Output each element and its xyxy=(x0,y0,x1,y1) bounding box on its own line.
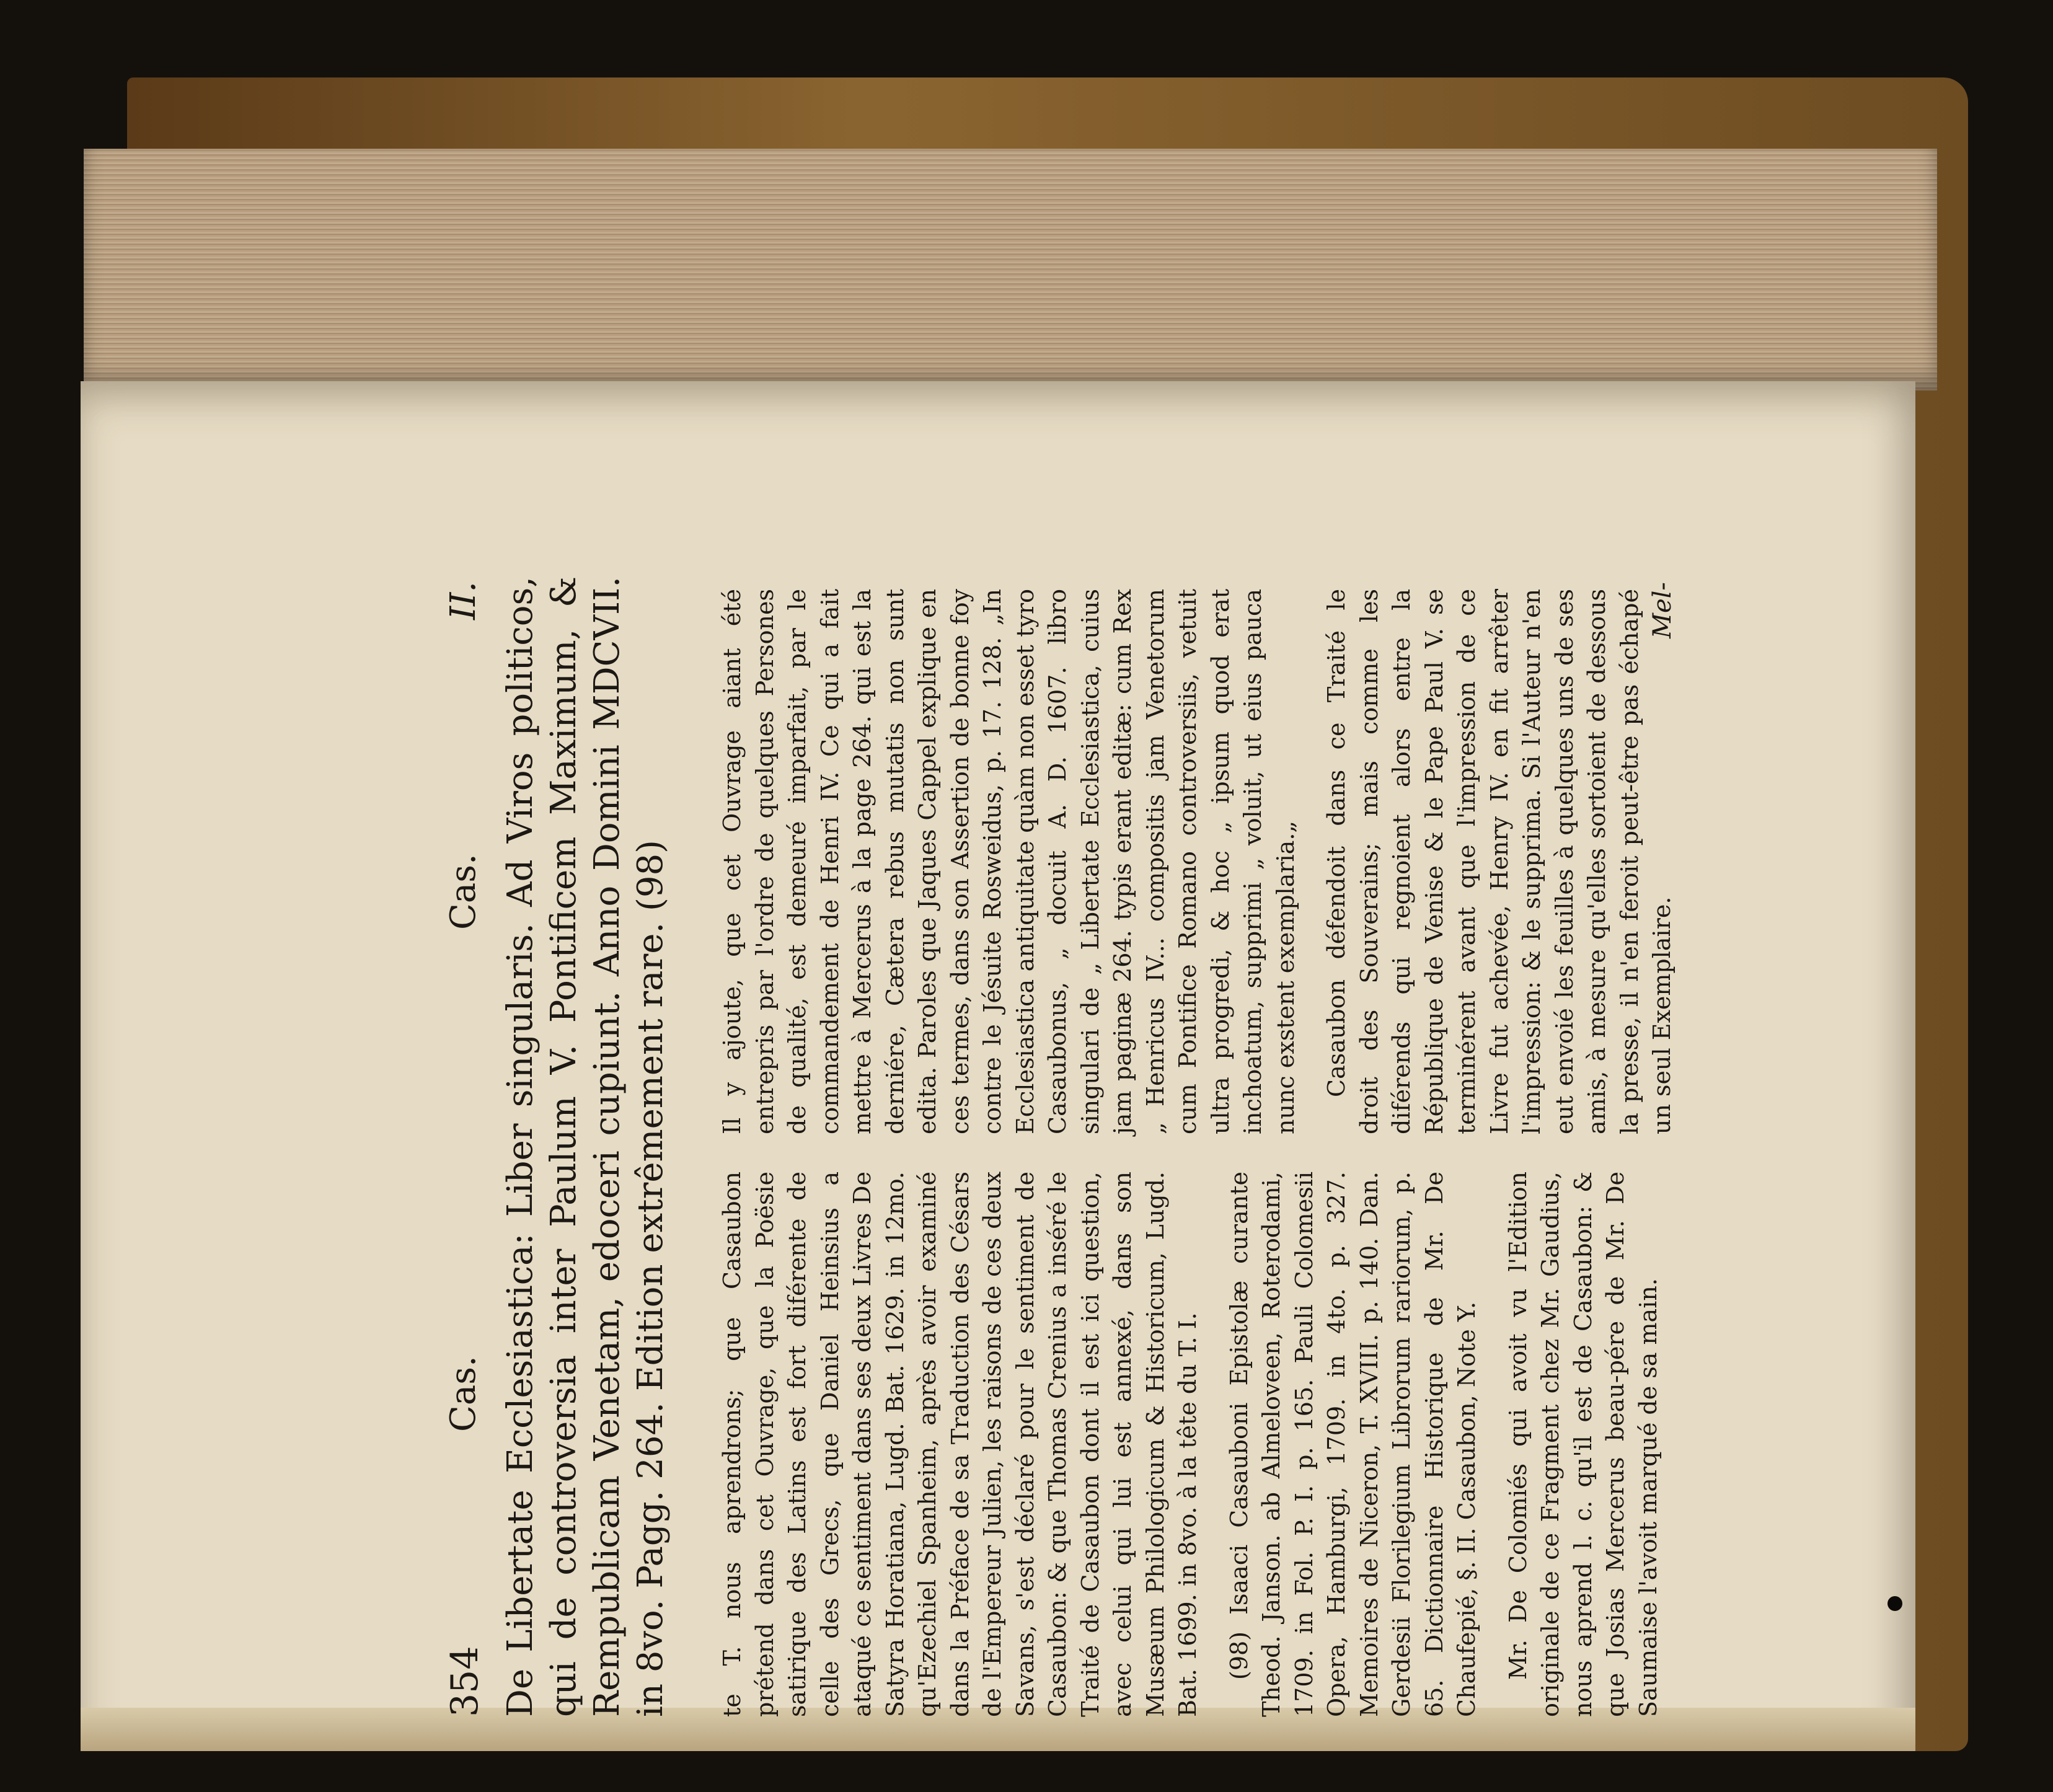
left-column xyxy=(716,1172,1664,1717)
catchword-bottom: Mel- xyxy=(1648,582,1677,638)
right-paragraph-1: Il y ajoute, que cet Ouvrage aiant été entrepris par l'ordre de quelques Persones de qualité, est demeuré imparfait, par le commandement de Henri IV. Ce qui a fait mettre à Mercerus à la page 264. qui est la derniére, Cætera rebus mutatis non sunt edita. Paroles que Jaques Cappel explique en ces termes, dans son Assertion de bonne foy contre le Jésuite Rosweidus, p. 17. 128. „In Ecclesiastica antiquitate quàm non esset tyro Casaubonus, „ docuit A. D. 1607. libro singulari de „ Libertate Ecclesiastica, cuius jam paginæ 264. typis erant editæ: cum Rex „ Henricus IV... compositis jam Venetorum cum Pontifice Romano controversiis, vetuit ultra progredi, & hoc „ ipsum quod erat inchoatum, supprimi „ voluit, ut eius pauca nunc exstent exemplaria.„ xyxy=(718,589,1299,1134)
right-paragraph-2: Casaubon défendoit dans ce Traité le droit des Souverains; mais comme les diférends qui regnoient alors entre la République de Venise & le Pape Paul V. se terminérent avant que l'impression de ce Livre fut achevée, Henry IV. en fit arrêter l'impression: & le supprima. Si l'Auteur n'en eut envoié les feuilles à quelques uns de ses amis, à mesure qu'elles sortoient de dessous la presse, il n'en feroit peut-être pas échapé un seul Exemplaire. xyxy=(1323,589,1676,1134)
running-header xyxy=(443,552,505,1717)
page-number: 354 xyxy=(443,1646,487,1717)
spine-dot xyxy=(1887,1596,1902,1611)
right-column xyxy=(716,589,1679,1134)
lead-entry: De Libertate Ecclesiastica: Liber singularis. Ad Viros politicos, qui de controversia inter Paulum V. Pontificem Maximum, & Rempublicam Venetam, edoceri cupiunt. Anno Domini MDCVII. in 8vo. Pagg. 264. Edition extrêmement rare. (98) xyxy=(500,576,671,1717)
page-edges xyxy=(84,149,1937,391)
left-paragraph-2: (98) Isaaci Casauboni Epistolæ curante Theod. Janson. ab Almeloveen, Roterodami, 1709. in Fol. P. I. p. 165. Pauli Colomesii Opera, Hamburgi, 1709. in 4to. p. 327. Memoires de Niceron, T. XVIII. p. 140. Dan. Gerdesii Florilegium Librorum rariorum, p. 65. Dictionnaire Historique de Mr. De Chaufepié, §. II. Casaubon, Note Y. xyxy=(1225,1172,1480,1717)
left-paragraph-3: Mr. De Colomiés qui avoit vu l'Edition originale de ce Fragment chez Mr. Gaudius, nous aprend l. c. qu'il est de Casaubon: & que Josias Mercerus beau-pére de Mr. De Saumaise l'avoit marqué de sa main. xyxy=(1504,1172,1662,1717)
left-paragraph-1: te T. nous aprendrons; que Casaubon prétend dans cet Ouvrage, que la Poësie satirique des Latins est fort diférente de celle des Grecs, que Daniel Heinsius a ataqué ce sentiment dans ses deux Livres De Satyra Horatiana, Lugd. Bat. 1629. in 12mo. qu'Ezechiel Spanheim, après avoir examiné dans la Préface de sa Traduction des Césars de l'Empereur Julien, les raisons de ces deux Savans, s'est déclaré pour le sentiment de Casaubon: & que Thomas Crenius a inséré le Traité de Casaubon dont il est ici question, avec celui qui lui est annexé, dans son Musæum Philologicum & Historicum, Lugd. Bat. 1699. in 8vo. à la tête du T. I. xyxy=(718,1172,1201,1717)
printed-text-block xyxy=(443,552,1677,1717)
running-head-right: Cas. xyxy=(443,854,483,930)
running-head-left: Cas. xyxy=(443,1356,483,1432)
catchword-top: II. xyxy=(443,581,483,620)
